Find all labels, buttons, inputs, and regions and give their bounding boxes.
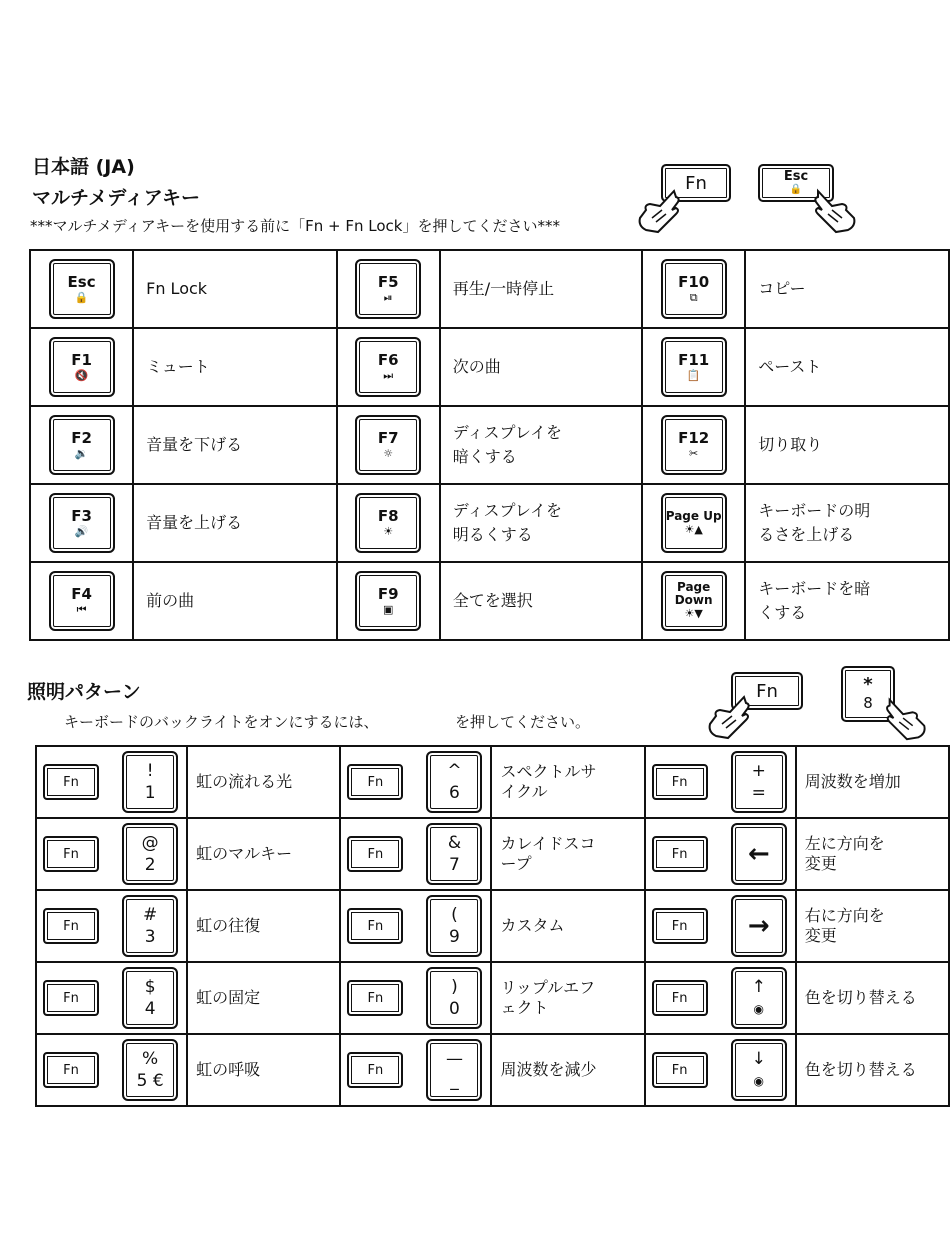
language-title: 日本語 (JA)	[32, 156, 135, 178]
demo-8-key-bottom: 8	[863, 694, 873, 712]
pattern-label-line1: 虹のマルキー	[196, 844, 293, 863]
key-combo	[37, 967, 186, 1029]
function-label-line2: 明るくする	[452, 525, 533, 544]
keycap-top-symbol: )	[451, 977, 458, 997]
keycap-fn: Fn	[347, 908, 403, 944]
keycap-esc	[49, 259, 115, 319]
lighting-row	[36, 1034, 949, 1106]
lighting-note-start: キーボードのバックライトをオンにするには、	[64, 713, 379, 731]
media-function-icon: ☀	[383, 525, 394, 538]
keycap-fn: Fn	[652, 1052, 708, 1088]
lighting-row	[36, 890, 949, 962]
function-label	[133, 250, 336, 328]
media-function-icon: 🔊	[74, 525, 89, 538]
function-label	[440, 328, 642, 406]
key-combo	[646, 895, 795, 957]
function-label	[440, 484, 642, 562]
keycap-top-symbol: &	[447, 833, 462, 853]
lighting-row	[36, 962, 949, 1034]
keycap-top-symbol: —	[445, 1049, 463, 1069]
section-title-multimedia: マルチメディアキー	[32, 187, 200, 209]
function-label-line1: 音量を上げる	[146, 513, 243, 532]
keycap-fn: Fn	[652, 764, 708, 800]
keycap-f5	[355, 259, 421, 319]
key-combo-cell	[645, 890, 796, 962]
keycap-top-symbol: ↓	[751, 1049, 766, 1069]
pattern-label-line1: 色を切り替える	[804, 1060, 917, 1079]
pattern-label-line1: カスタム	[500, 916, 565, 935]
pattern-label-line2: ェクト	[500, 998, 549, 1017]
pattern-label	[796, 746, 949, 818]
function-label	[440, 406, 642, 484]
pattern-label	[491, 746, 644, 818]
key-cell	[337, 328, 440, 406]
media-function-icon: 📋	[686, 369, 701, 382]
key-combo	[37, 1039, 186, 1101]
keycap-bottom-symbol: 0	[449, 999, 460, 1019]
pattern-label	[491, 962, 644, 1034]
key-combo-cell	[645, 746, 796, 818]
pattern-label	[491, 1034, 644, 1106]
key-combo	[341, 1039, 490, 1101]
key-combo-cell	[340, 890, 491, 962]
keycap-pattern	[426, 823, 482, 885]
keycap-fn: Fn	[347, 836, 403, 872]
function-label-line2: くする	[758, 603, 807, 622]
pattern-label	[491, 890, 644, 962]
multimedia-row	[30, 562, 949, 640]
pointing-hand-icon	[636, 188, 686, 234]
key-combo	[646, 823, 795, 885]
multimedia-row	[30, 328, 949, 406]
function-label	[745, 328, 949, 406]
pattern-label-line1: 周波数を減少	[500, 1060, 597, 1079]
key-combo	[37, 895, 186, 957]
key-cell	[642, 250, 745, 328]
key-combo	[341, 967, 490, 1029]
keycap-pattern	[426, 895, 482, 957]
function-label-line1: 次の曲	[452, 357, 501, 376]
function-label	[745, 406, 949, 484]
section-note-multimedia: ***マルチメディアキーを使用する前に「Fn + Fn Lock」を押してください***	[30, 217, 560, 235]
key-cell	[642, 562, 745, 640]
keycap-bottom-symbol: 2	[144, 855, 156, 875]
keycap-f8	[355, 493, 421, 553]
section-title-lighting: 照明パターン	[27, 681, 141, 703]
demo-fn-key-label: Fn	[685, 172, 707, 194]
media-function-icon: ☼	[383, 447, 394, 460]
function-label	[745, 562, 949, 640]
media-function-icon: ⏮	[76, 603, 87, 616]
keycap-label: F7	[377, 429, 399, 447]
keycap-bottom-symbol: =	[751, 783, 766, 803]
lighting-row	[36, 746, 949, 818]
keycap-fn: Fn	[347, 1052, 403, 1088]
keycap-f7	[355, 415, 421, 475]
keycap-bottom-symbol: 6	[449, 783, 460, 803]
key-combo-cell	[645, 962, 796, 1034]
key-combo-cell	[36, 1034, 187, 1106]
function-label-line1: 音量を下げる	[146, 435, 243, 454]
keycap-fn: Fn	[652, 980, 708, 1016]
keycap-pattern	[122, 895, 178, 957]
keycap-label: F1	[71, 351, 92, 369]
keycap-pattern	[122, 823, 178, 885]
key-combo-cell	[340, 1034, 491, 1106]
keycap-fn: Fn	[347, 980, 403, 1016]
keycap-fn: Fn	[347, 764, 403, 800]
key-combo-cell	[645, 1034, 796, 1106]
pattern-label-line1: 色を切り替える	[804, 988, 917, 1007]
keycap-label: Page Down	[674, 580, 713, 607]
media-function-icon: 🔉	[74, 447, 89, 460]
media-function-icon: ⏯	[383, 291, 393, 304]
key-combo	[646, 967, 795, 1029]
pattern-label-line2: 変更	[804, 926, 837, 945]
key-cell	[642, 328, 745, 406]
media-function-icon: ⧉	[689, 291, 698, 304]
function-label-line1: 前の曲	[146, 591, 195, 610]
key-cell	[337, 484, 440, 562]
key-cell	[642, 484, 745, 562]
keycap-pattern	[122, 967, 178, 1029]
function-label	[745, 484, 949, 562]
multimedia-row	[30, 406, 949, 484]
keycap-label: F12	[678, 429, 710, 447]
keycap-fn: Fn	[43, 836, 99, 872]
function-label-line1: キーボードを暗	[758, 579, 871, 598]
pattern-label-line2: イクル	[500, 782, 548, 801]
keycap-bottom-symbol: ◉	[753, 1074, 765, 1088]
keycap-top-symbol: !	[146, 761, 154, 781]
keycap-label: F6	[377, 351, 399, 369]
keycap-pattern	[731, 895, 787, 957]
function-label-line1: ディスプレイを	[452, 423, 563, 442]
media-function-icon: ☀▲	[684, 522, 703, 536]
pointing-hand-icon	[808, 188, 860, 234]
key-cell	[337, 562, 440, 640]
key-combo-cell	[36, 746, 187, 818]
multimedia-row	[30, 250, 949, 328]
keycap-page-up	[661, 493, 727, 553]
keycap-label: F3	[71, 507, 92, 525]
media-function-icon: ▣	[382, 603, 394, 616]
keycap-label: Page Up	[665, 508, 722, 523]
keycap-fn: Fn	[43, 764, 99, 800]
keycap-top-symbol: (	[451, 905, 458, 925]
function-label-line1: コピー	[758, 279, 806, 298]
keycap-pattern	[122, 751, 178, 813]
media-function-icon: 🔒	[74, 291, 89, 304]
lock-icon: 🔒	[789, 184, 803, 195]
keycap-bottom-symbol: _	[450, 1071, 459, 1091]
multimedia-row	[30, 484, 949, 562]
keycap-f4	[49, 571, 115, 631]
keycap-label: F4	[71, 585, 92, 603]
keycap-pattern	[731, 823, 787, 885]
keycap-bottom-symbol: 3	[144, 927, 156, 947]
media-function-icon: 🔇	[74, 369, 89, 382]
key-combo	[341, 751, 490, 813]
function-label	[133, 562, 336, 640]
pattern-label-line1: リップルエフ	[500, 978, 596, 997]
keycap-bottom-symbol: 9	[449, 927, 460, 947]
media-function-icon: ☀▼	[684, 607, 703, 620]
keycap-bottom-symbol: 1	[144, 783, 156, 803]
function-label	[133, 328, 336, 406]
keycap-f6	[355, 337, 421, 397]
key-combo-cell	[36, 890, 187, 962]
keycap-pattern	[731, 751, 787, 813]
lighting-note-end: を押してください。	[455, 713, 591, 731]
pattern-label-line1: 右に方向を	[804, 906, 885, 925]
key-cell	[30, 406, 133, 484]
function-label-line1: ディスプレイを	[452, 501, 563, 520]
function-label-line1: ペースト	[758, 357, 822, 376]
pattern-label-line1: カレイドスコ	[500, 834, 596, 853]
demo-esc-key-label: Esc	[783, 169, 809, 184]
keycap-bottom-symbol: 4	[144, 999, 156, 1019]
keycap-label: Esc	[67, 273, 96, 291]
function-label-line1: キーボードの明	[758, 501, 871, 520]
pattern-label-line2: 変更	[804, 854, 837, 873]
function-label-line1: 再生/一時停止	[452, 279, 555, 298]
keycap-f2	[49, 415, 115, 475]
pattern-label-line1: スペクトルサ	[500, 762, 597, 781]
keycap-pattern	[426, 967, 482, 1029]
keycap-bottom-symbol: ◉	[753, 1002, 765, 1016]
key-combo-cell	[340, 962, 491, 1034]
pattern-label	[187, 1034, 340, 1106]
key-combo-cell	[36, 962, 187, 1034]
key-combo	[37, 823, 186, 885]
key-combo-cell	[645, 818, 796, 890]
function-label-line2: るさを上げる	[758, 525, 855, 544]
keycap-f12	[661, 415, 727, 475]
keycap-label: F11	[678, 351, 710, 369]
function-label-line2: 暗くする	[452, 447, 517, 466]
pattern-label-line1: 虹の流れる光	[196, 772, 293, 791]
pattern-label	[796, 818, 949, 890]
keycap-pattern	[122, 1039, 178, 1101]
lighting-table	[35, 745, 950, 1107]
key-combo	[37, 751, 186, 813]
keycap-top-symbol: ↑	[751, 977, 766, 997]
pattern-label-line2: ープ	[500, 854, 532, 873]
keycap-f11	[661, 337, 727, 397]
keycap-top-symbol: →	[747, 911, 770, 941]
keycap-label: F9	[377, 585, 399, 603]
key-combo	[646, 751, 795, 813]
pattern-label	[187, 818, 340, 890]
function-label-line1: 切り取り	[758, 435, 823, 454]
keycap-fn: Fn	[652, 836, 708, 872]
keycap-top-symbol: ←	[747, 839, 770, 869]
keycap-f3	[49, 493, 115, 553]
pointing-hand-icon	[880, 696, 930, 742]
lighting-row	[36, 818, 949, 890]
keycap-f9	[355, 571, 421, 631]
keycap-f1	[49, 337, 115, 397]
multimedia-table	[29, 249, 950, 641]
keycap-pattern	[731, 967, 787, 1029]
function-label-line1: ミュート	[146, 357, 210, 376]
keycap-label: F2	[71, 429, 92, 447]
key-cell	[30, 250, 133, 328]
pattern-label-line1: 虹の呼吸	[196, 1060, 261, 1079]
function-label	[133, 484, 336, 562]
key-cell	[30, 484, 133, 562]
pattern-label-line1: 左に方向を	[804, 834, 885, 853]
keycap-label: F10	[678, 273, 710, 291]
pattern-label-line1: 虹の往復	[196, 916, 261, 935]
key-combo	[341, 895, 490, 957]
key-combo	[646, 1039, 795, 1101]
pattern-label-line1: 周波数を増加	[804, 772, 901, 791]
keycap-pattern	[426, 1039, 482, 1101]
key-cell	[642, 406, 745, 484]
pattern-label	[796, 1034, 949, 1106]
keycap-top-symbol: %	[142, 1049, 159, 1069]
keycap-page-down	[661, 571, 727, 631]
keycap-pattern	[731, 1039, 787, 1101]
key-combo-cell	[340, 818, 491, 890]
keycap-top-symbol: #	[143, 905, 158, 925]
pattern-label	[187, 746, 340, 818]
function-label	[133, 406, 336, 484]
pattern-label	[187, 962, 340, 1034]
key-combo-cell	[36, 818, 187, 890]
keycap-label: F8	[377, 507, 399, 525]
key-cell	[337, 250, 440, 328]
key-cell	[337, 406, 440, 484]
pointing-hand-icon	[706, 694, 756, 740]
function-label	[745, 250, 949, 328]
keycap-f10	[661, 259, 727, 319]
pattern-label	[796, 890, 949, 962]
keycap-label: F5	[377, 273, 399, 291]
pattern-label	[187, 890, 340, 962]
function-label	[440, 562, 642, 640]
key-cell	[30, 562, 133, 640]
function-label-line1: Fn Lock	[146, 279, 208, 298]
pattern-label	[796, 962, 949, 1034]
keycap-fn: Fn	[43, 1052, 99, 1088]
key-cell	[30, 328, 133, 406]
media-function-icon: ✂	[689, 447, 699, 460]
keycap-bottom-symbol: 5 €	[136, 1071, 164, 1091]
keycap-top-symbol: $	[144, 977, 156, 997]
keycap-pattern	[426, 751, 482, 813]
keycap-fn: Fn	[43, 908, 99, 944]
keycap-fn: Fn	[43, 980, 99, 1016]
pattern-label	[491, 818, 644, 890]
key-combo-cell	[340, 746, 491, 818]
function-label	[440, 250, 642, 328]
media-function-icon: ⏭	[383, 369, 394, 382]
keycap-top-symbol: +	[751, 761, 766, 781]
key-combo	[341, 823, 490, 885]
pattern-label-line1: 虹の固定	[196, 988, 261, 1007]
demo-8-key-top: *	[863, 674, 873, 695]
keycap-top-symbol: @	[141, 833, 159, 853]
keycap-fn: Fn	[652, 908, 708, 944]
keycap-bottom-symbol: 7	[449, 855, 460, 875]
function-label-line1: 全てを選択	[452, 591, 533, 610]
demo-fn-key-2-label: Fn	[756, 680, 778, 702]
keycap-top-symbol: ^	[447, 761, 462, 781]
